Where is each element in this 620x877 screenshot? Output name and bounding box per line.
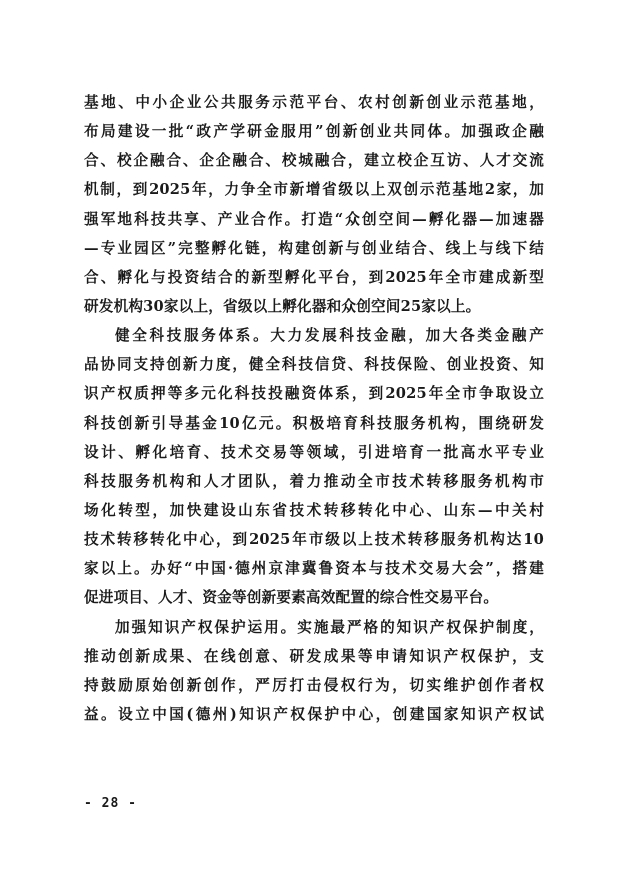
text-line-13: 设计、孵化培育、技术交易等领域，引进培育一批高水平专业 (84, 443, 544, 461)
text-line-6: —专业园区”完整孵化链，构建创新与创业结合、线上与线下结 (84, 239, 544, 257)
text-line-12: 科技创新引导基金10亿元。积极培育科技服务机构，围绕研发 (84, 414, 544, 432)
text-line-7: 合、孵化与投资结合的新型孵化平台，到2025年全市建成新型 (84, 268, 544, 286)
body-text (84, 88, 544, 729)
text-line-21: 持鼓励原始创新创作，严厉打击侵权行为，切实维护创作者权 (84, 676, 544, 694)
text-line-20: 推动创新成果、在线创意、研发成果等申请知识产权保护，支 (84, 647, 544, 665)
text-line-8: 研发机构30家以上，省级以上孵化器和众创空间25家以上。 (84, 297, 481, 315)
text-line-4: 机制，到2025年，力争全市新增省级以上双创示范基地2家，加 (84, 181, 544, 199)
text-line-5: 强军地科技共享、产业合作。打造“众创空间—孵化器—加速器 (84, 210, 544, 228)
paragraph-heading-ip-protection: 加强知识产权保护运用。实施最严格的知识产权保护制度， (115, 618, 544, 636)
text-line-16: 技术转移转化中心，到2025年市级以上技术转移服务机构达10 (84, 531, 544, 549)
text-line-10: 品协同支持创新力度，健全科技信贷、科技保险、创业投资、知 (84, 356, 544, 374)
page-number: - 28 - (84, 796, 137, 811)
text-line-17: 家以上。办好“中国·德州京津冀鲁资本与技术交易大会”，搭建 (84, 560, 544, 578)
text-line-22: 益。设立中国(德州)知识产权保护中心，创建国家知识产权试 (84, 705, 544, 723)
text-line-2: 布局建设一批“政产学研金服用”创新创业共同体。加强政企融 (84, 123, 544, 141)
text-line-18: 促进项目、人才、资金等创新要素高效配置的综合性交易平台。 (84, 589, 499, 607)
paragraph-heading-tech-services: 健全科技服务体系。大力发展科技金融，加大各类金融产 (115, 327, 544, 345)
text-line-15: 场化转型，加快建设山东省技术转移转化中心、山东—中关村 (84, 501, 544, 519)
text-line-1: 基地、中小企业公共服务示范平台、农村创新创业示范基地， (84, 94, 544, 111)
text-line-11: 识产权质押等多元化科技投融资体系，到2025年全市争取设立 (84, 385, 544, 403)
text-line-3: 合、校企融合、企企融合、校城融合，建立校企互访、人才交流 (84, 152, 544, 170)
text-line-14: 科技服务机构和人才团队，着力推动全市技术转移服务机构市 (84, 472, 544, 490)
